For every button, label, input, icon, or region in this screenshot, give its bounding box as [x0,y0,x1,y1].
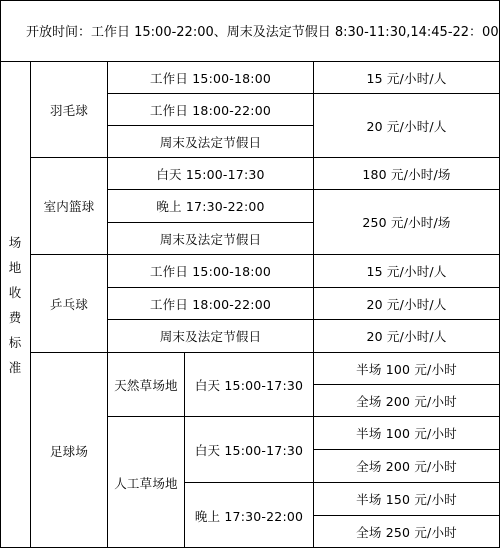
table-divider [30,352,500,353]
sport-football: 足球场 [49,443,89,459]
sport-pingpong: 乒乓球 [49,296,89,312]
price: 半场 100 元/小时 [356,361,457,377]
price: 全场 200 元/小时 [356,459,457,474]
side-char: 准 [8,359,22,375]
table-divider [30,61,31,548]
price: 15 元/小时/人 [366,264,447,279]
price: 全场 250 元/小时 [356,525,457,540]
table-divider [107,61,108,548]
side-char: 标 [8,334,22,350]
price: 20 元/小时/人 [366,296,447,312]
time-slot: 工作日 18:00-22:00 [149,296,272,312]
table-divider [107,93,500,94]
table-divider [30,254,500,255]
time-slot: 白天 15:00-17:30 [194,377,304,393]
time-slot: 晚上 17:30-22:00 [194,508,304,524]
side-char: 费 [8,309,22,325]
price: 20 元/小时/人 [366,118,447,134]
time-slot: 工作日 15:00-18:00 [149,70,272,86]
table-divider [313,515,500,516]
table-divider [313,449,500,450]
field-artificial-grass: 人工草场地 [114,475,178,491]
table-divider [313,61,314,548]
table-border [0,0,1,548]
opening-hours-text: 开放时间：工作日 15:00-22:00、周末及法定节假日 8:30-11:30,14:45-22：00 [26,25,499,40]
time-slot: 工作日 15:00-18:00 [149,264,272,279]
table-border [0,0,500,1]
price: 15 元/小时/人 [366,70,447,86]
table-divider [30,157,500,158]
table-divider [0,61,500,62]
price: 全场 200 元/小时 [356,393,457,409]
time-slot: 工作日 18:00-22:00 [149,102,272,118]
price: 250 元/小时/场 [362,215,451,230]
price: 半场 100 元/小时 [356,426,457,441]
sport-badminton: 羽毛球 [49,102,89,118]
price: 20 元/小时/人 [366,329,447,344]
side-char: 地 [8,259,22,275]
fee-standard-side-label [0,61,30,548]
table-divider [107,416,500,417]
field-natural-grass: 天然草场地 [114,377,178,393]
time-slot: 晚上 17:30-22:00 [156,199,265,214]
opening-hours-header [0,0,500,61]
time-slot: 周末及法定节假日 [159,231,262,247]
sport-basketball: 室内篮球 [43,199,95,214]
table-divider [184,352,185,548]
table-divider [184,482,500,483]
time-slot: 周末及法定节假日 [159,329,262,344]
table-divider [107,287,500,288]
table-divider [107,222,314,223]
time-slot: 白天 15:00-17:30 [194,442,304,458]
table-divider [313,384,500,385]
time-slot: 白天 15:00-17:30 [156,166,265,182]
table-divider [107,319,500,320]
side-char: 场 [8,234,22,250]
table-divider [107,189,500,190]
table-divider [107,125,314,126]
side-char: 收 [8,284,22,300]
price: 180 元/小时/场 [362,166,451,182]
price: 半场 150 元/小时 [356,492,457,507]
time-slot: 周末及法定节假日 [159,134,262,150]
